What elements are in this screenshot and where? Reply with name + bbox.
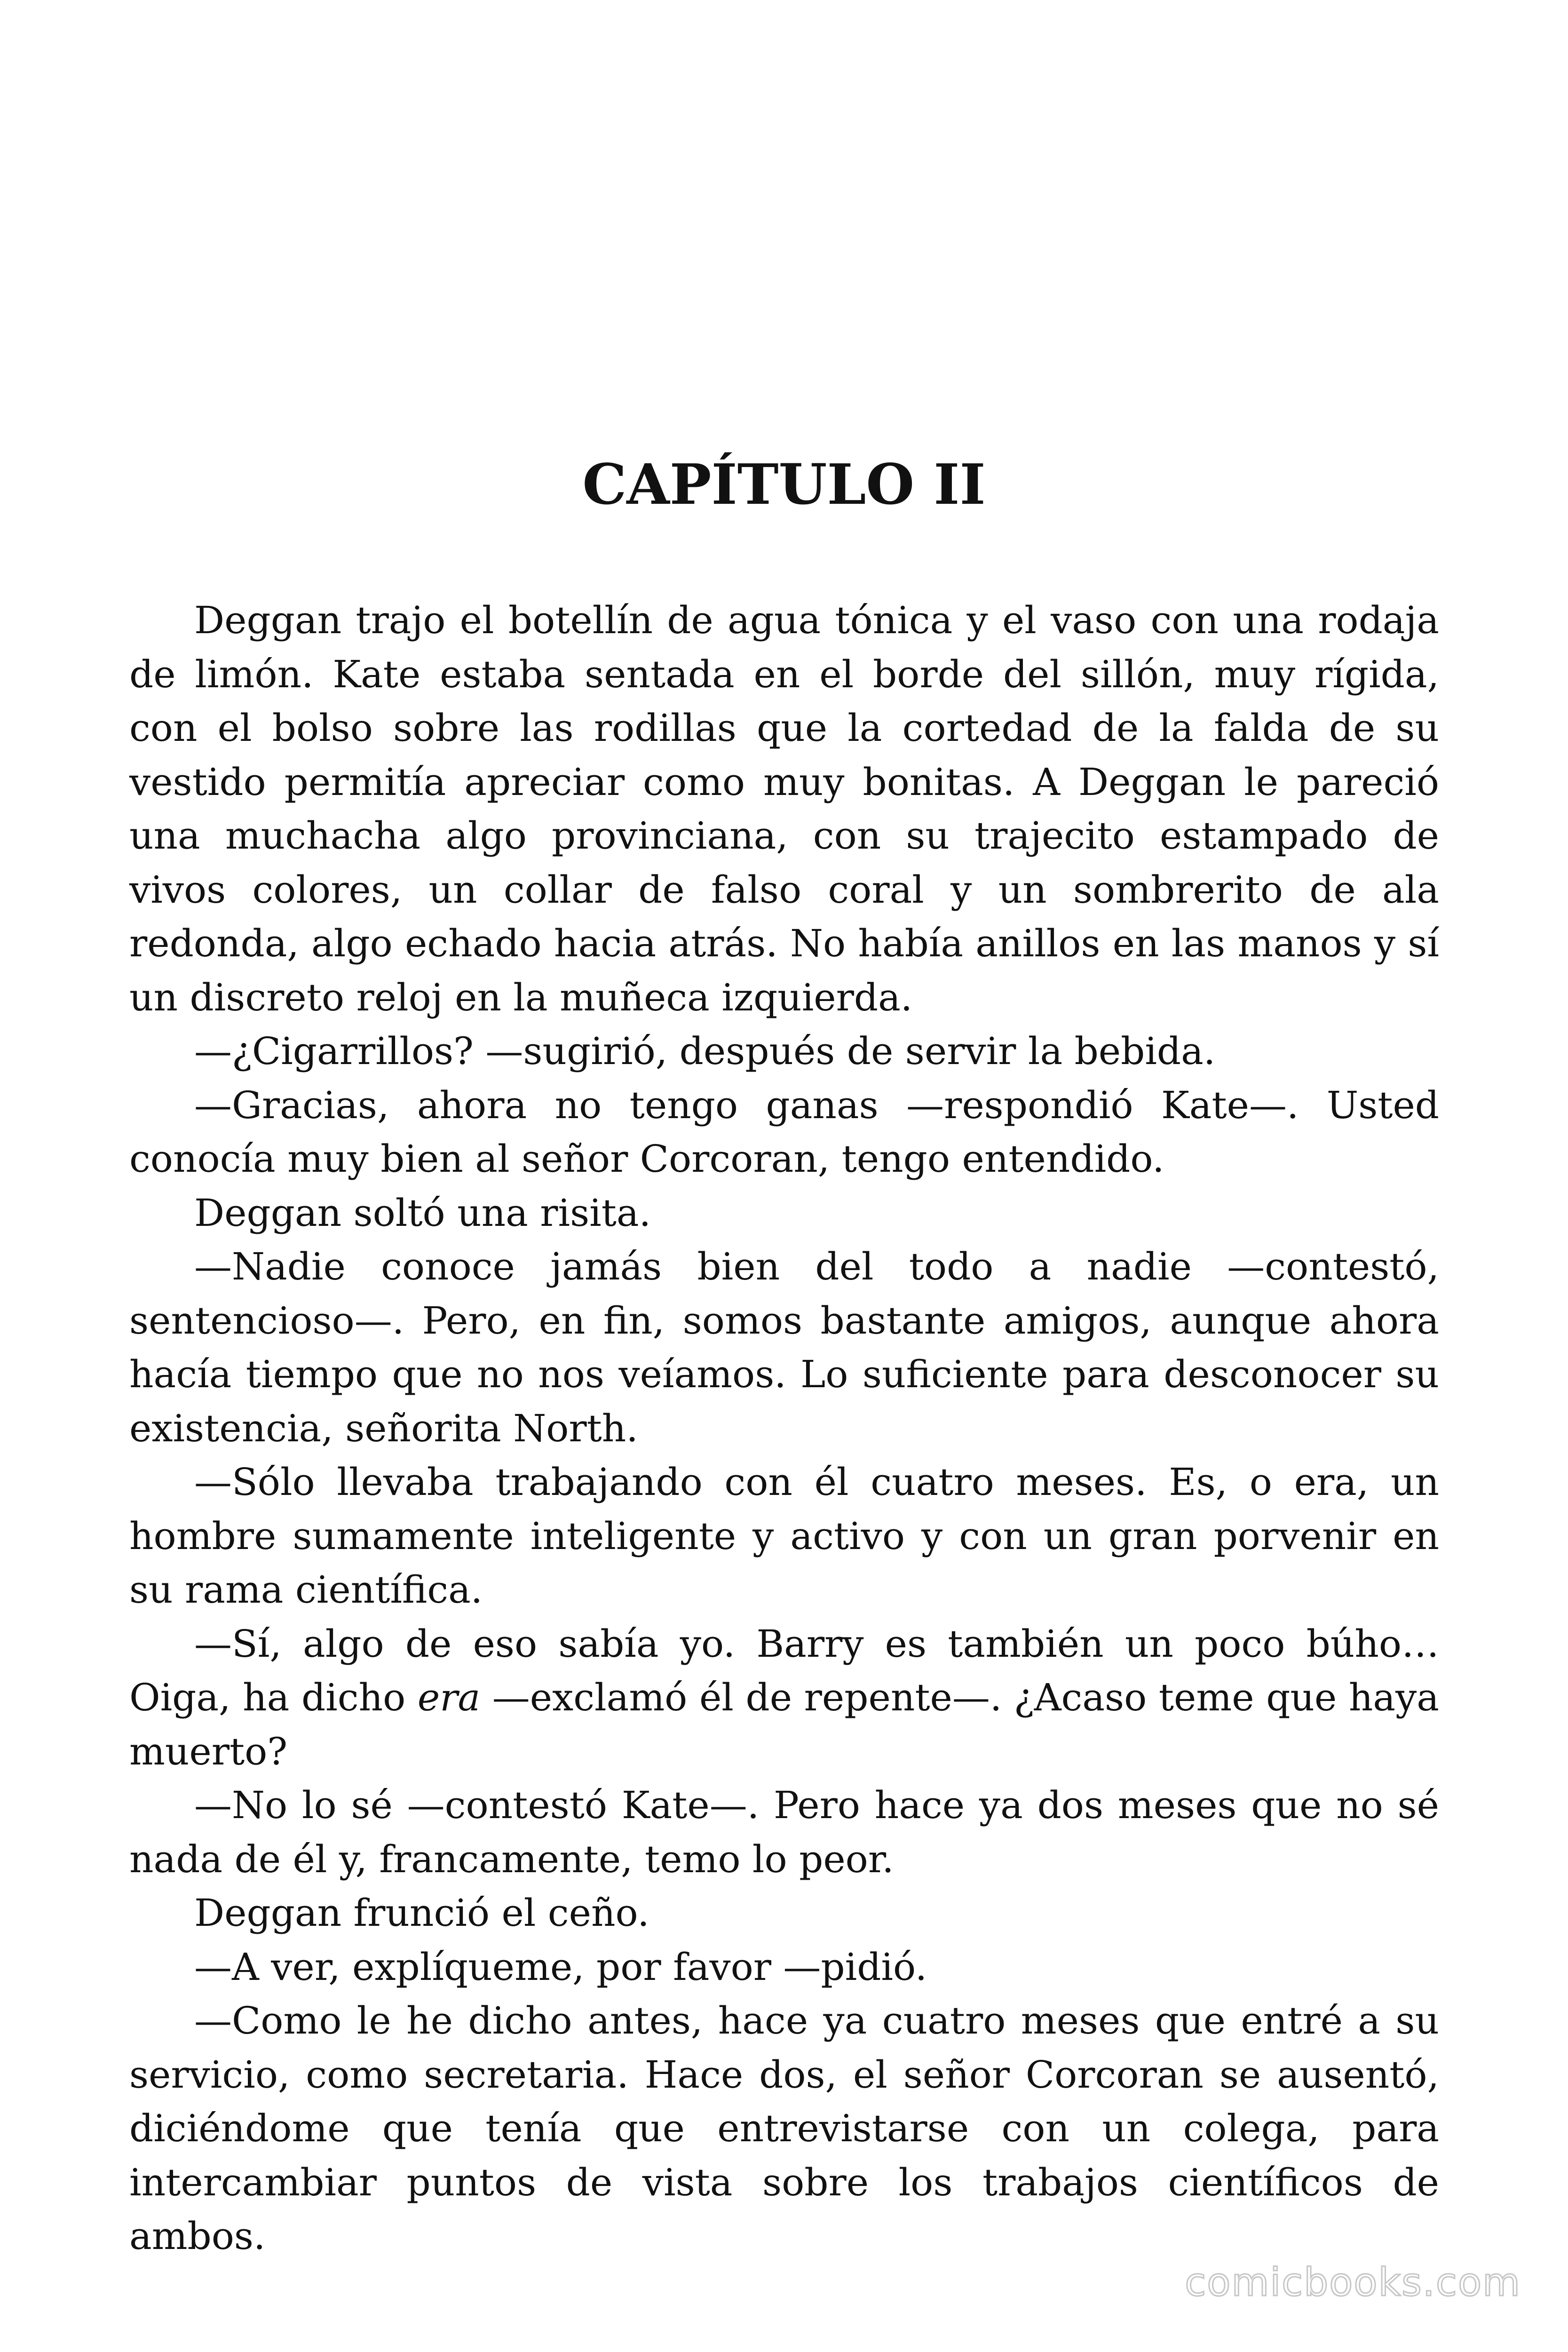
paragraph: Deggan trajo el botellín de agua tónica y el vaso con una rodaja de limón. Kate estaba sentada en el borde del sillón, muy rígida, con el bolso sobre las rodillas que la cortedad de la falda de su vestido permitía apreciar como muy bonitas. A Deggan le pareció una muchacha algo provinciana, con su trajecito estampado de vivos colores, un collar de falso coral y un sombrerito de ala redonda, algo echado hacia atrás. No había anillos en las manos y sí un discreto reloj en la muñeca izquierda. (129, 598, 1439, 1019)
paragraph (129, 1617, 1439, 1779)
paragraph: Deggan frunció el ceño. (194, 1891, 649, 1935)
emphasis-text: era (417, 1676, 481, 1719)
paragraph: —Sólo llevaba trabajando con él cuatro meses. Es, o era, un hombre sumamente inteligente y activo y con un gran porvenir en su rama científica. (129, 1460, 1439, 1612)
paragraph: —Como le he dicho antes, hace ya cuatro meses que entré a su servicio, como secretaria. Hace dos, el señor Corcoran se ausentó, diciéndome que tenía que entrevistarse con un colega, para intercambiar puntos de vista sobre los trabajos científicos de ambos. (129, 1999, 1439, 2258)
paragraph: —¿Cigarrillos? —sugirió, después de servir la bebida. (194, 1029, 1216, 1073)
paragraph: —No lo sé —contestó Kate—. Pero hace ya dos meses que no sé nada de él y, francamente, temo lo peor. (129, 1783, 1439, 1881)
paragraph: —Nadie conoce jamás bien del todo a nadie —contestó, sentencioso—. Pero, en fin, somos bastante amigos, aunque ahora hacía tiempo que no nos veíamos. Lo suficiente para desconocer su existencia, señorita North. (129, 1245, 1439, 1450)
chapter-title: CAPÍTULO II (582, 452, 986, 517)
paragraph: —A ver, explíqueme, por favor —pidió. (194, 1945, 927, 1989)
paragraph: Deggan soltó una risita. (194, 1191, 651, 1235)
watermark-logo: comicbooks.com (1185, 2260, 1521, 2305)
paragraph-text: —exclamó él de repente—. ¿Acaso teme que haya muerto? (129, 1676, 1439, 1773)
paragraph-text: —Sí, algo de eso sabía yo. Barry es también un poco búho… Oiga, ha dicho (129, 1621, 1439, 1719)
paragraph: —Gracias, ahora no tengo ganas —respondió Kate—. Usted conocía muy bien al señor Corcoran, tengo entendido. (129, 1083, 1439, 1181)
body-text (129, 594, 1439, 2264)
